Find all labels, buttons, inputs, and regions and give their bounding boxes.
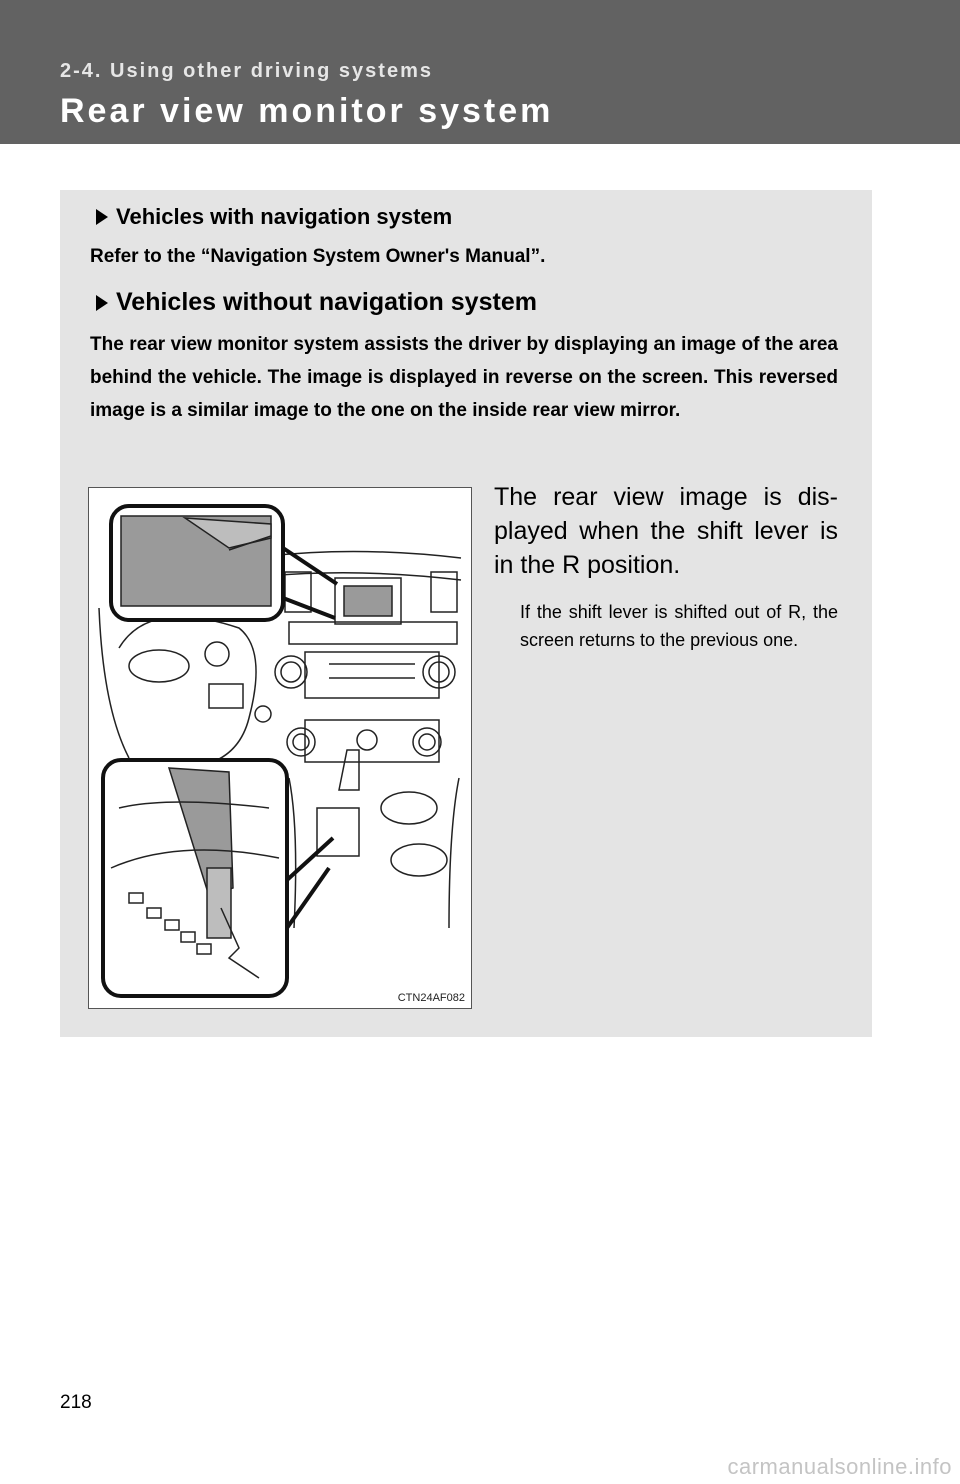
page-title: Rear view monitor system: [60, 92, 554, 130]
dashboard-drawing: [89, 488, 472, 1009]
shift-lever-note: If the shift lever is shifted out of R, the screen returns to the previous one.: [520, 602, 838, 650]
bullet-arrow-icon: [96, 209, 108, 225]
heading-without-navigation-text: Vehicles without navigation system: [116, 288, 537, 316]
navigation-manual-reference: Refer to the “Navigation System Owner's Manual”.: [90, 246, 546, 267]
bullet-arrow-icon: [96, 295, 108, 311]
system-description: The rear view monitor system assists the driver by displaying an image of the area behind the vehicle. The image is displayed in reverse on the screen. This reversed image is a similar image to the one on the inside rear view mirror.: [90, 334, 838, 421]
page-header: [0, 0, 960, 144]
heading-without-navigation: [96, 288, 537, 317]
figure-id: CTN24AF082: [397, 992, 465, 1004]
heading-with-navigation: [96, 204, 452, 230]
rear-view-explanation: The rear view image is dis-played when the shift lever is in the R position.: [494, 483, 838, 579]
heading-with-navigation-text: Vehicles with navigation system: [116, 204, 453, 229]
page-number: 218: [60, 1392, 92, 1413]
dashboard-illustration: [88, 487, 472, 1009]
site-watermark: carmanualsonline.info: [727, 1454, 952, 1479]
section-label: 2-4. Using other driving systems: [60, 60, 433, 82]
